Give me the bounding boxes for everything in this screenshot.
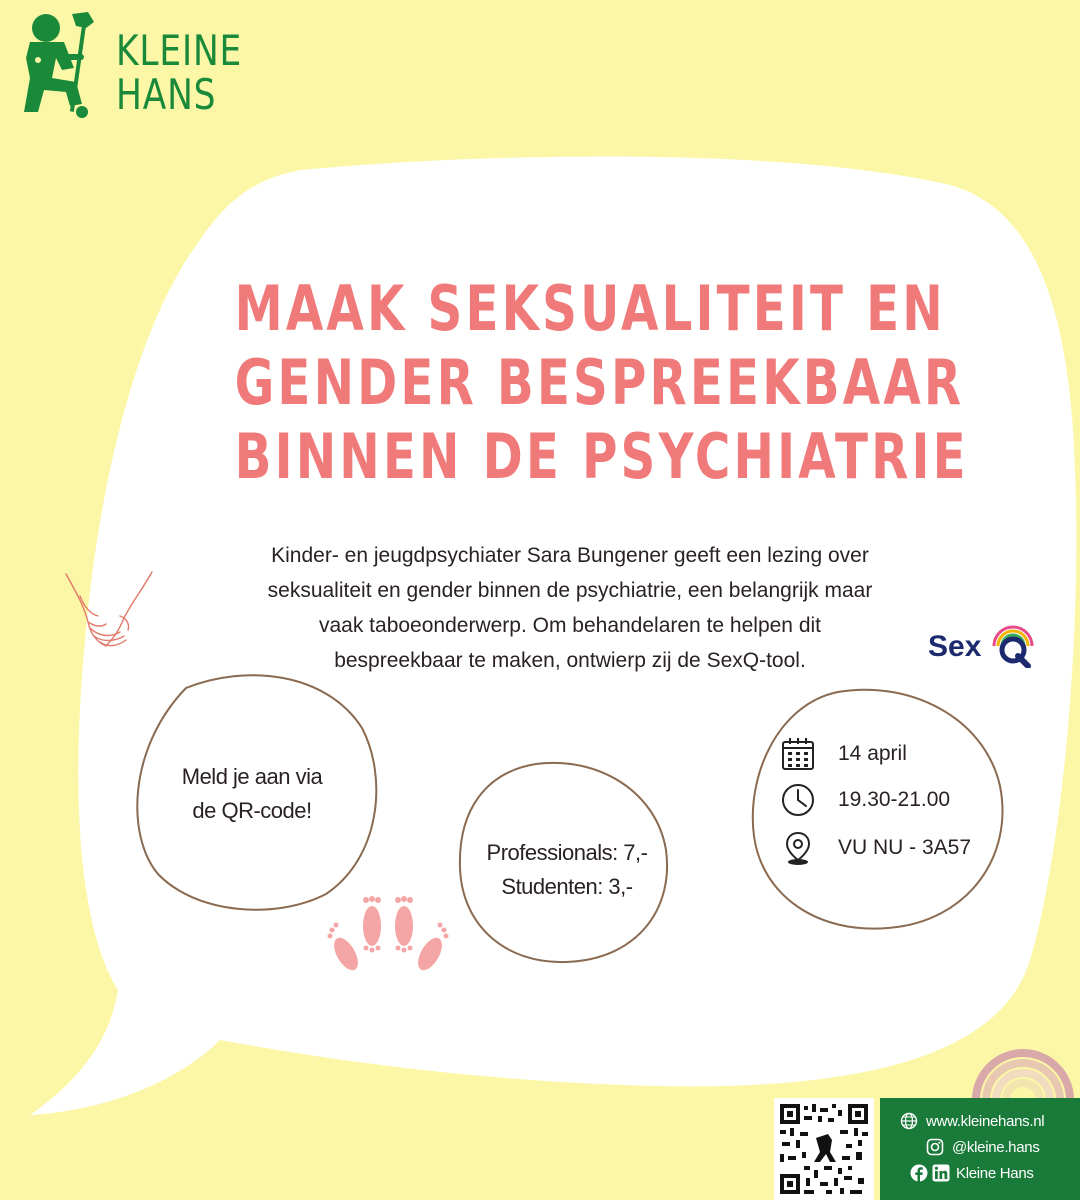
website-link[interactable] (900, 1112, 1044, 1130)
social-links[interactable] (910, 1164, 1034, 1182)
register-line-1: Meld je aan via (181, 764, 323, 789)
event-description (190, 538, 950, 678)
social-name-text: Kleine Hans (956, 1164, 1034, 1182)
register-line-2: de QR-code! (192, 798, 312, 823)
event-location: VU NU - 3A57 (838, 836, 972, 859)
instagram-link[interactable] (926, 1138, 1040, 1156)
clock-icon (780, 782, 816, 818)
title-line-3: BINNEN DE PSYCHIATRIE (234, 420, 969, 493)
logo-word-kleine: KLEINE (116, 26, 243, 75)
description-line-2: seksualiteit en gender binnen de psychiatrie, een belangrijk maar (267, 579, 873, 602)
event-time-row (780, 780, 950, 820)
sexq-q-rainbow-icon (988, 622, 1038, 668)
qr-code-pattern (780, 1104, 868, 1194)
rainbow-icon (970, 1032, 1076, 1100)
description-line-1: Kinder- en jeugdpsychiater Sara Bungener geeft een lezing over (271, 544, 869, 567)
event-time: 19.30-21.00 (838, 788, 951, 811)
child-with-hobby-horse-icon (16, 8, 112, 118)
description-line-3: vaak taboeonderwerp. Om behandelaren te helpen dit (318, 614, 821, 637)
title-line-2: GENDER BESPREEKBAAR (234, 346, 965, 419)
title-line-1: MAAK SEKSUALITEIT EN (234, 272, 946, 345)
sexq-logo (928, 620, 1048, 670)
kleine-hans-logo (16, 8, 246, 118)
logo-word-hans: HANS (116, 70, 217, 119)
event-location-row (780, 828, 971, 868)
pricing-info (462, 836, 672, 904)
location-pin-icon (780, 830, 816, 866)
sexq-logo-text: Sex (928, 630, 982, 663)
facebook-icon[interactable] (910, 1164, 928, 1182)
register-instruction (132, 760, 372, 828)
footprints-icon (322, 892, 454, 984)
calendar-icon (780, 736, 816, 772)
description-line-4: bespreekbaar te maken, ontwierp zij de SexQ-tool. (334, 649, 806, 672)
qr-code[interactable] (774, 1098, 874, 1200)
event-date-row (780, 734, 907, 774)
instagram-icon (926, 1138, 944, 1156)
price-students: Studenten: 3,- (501, 874, 633, 899)
instagram-text: @kleine.hans (952, 1138, 1040, 1156)
globe-icon (900, 1112, 918, 1130)
price-professionals: Professionals: 7,- (486, 840, 648, 865)
holding-hands-icon (60, 566, 160, 656)
page-title (140, 272, 1000, 494)
website-text: www.kleinehans.nl (926, 1112, 1045, 1130)
contact-panel (880, 1098, 1080, 1200)
linkedin-icon[interactable] (932, 1164, 950, 1182)
event-date: 14 april (838, 742, 907, 765)
